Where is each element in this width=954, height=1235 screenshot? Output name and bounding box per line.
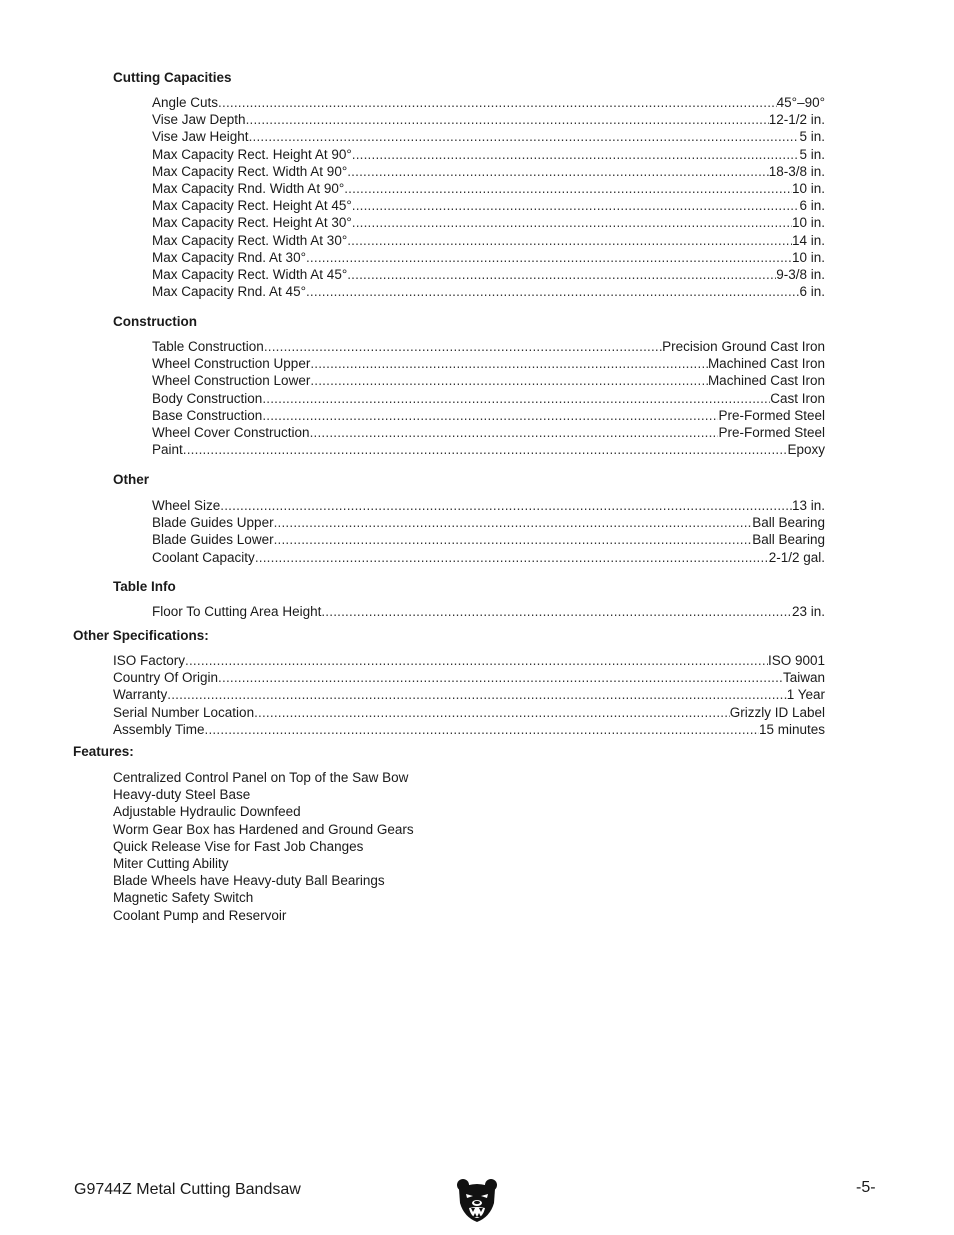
construction-list [152,338,825,458]
spec-row [113,704,825,721]
dot-leader [321,603,792,620]
other-specifications-list [113,652,825,738]
spec-row [152,111,825,128]
spec-row [152,514,825,531]
dot-leader [218,94,777,111]
spec-label: Wheel Cover Construction [152,425,310,441]
spec-label: Angle Cuts [152,95,219,110]
dot-leader [347,232,792,249]
feature-item: Worm Gear Box has Hardened and Ground Gears [113,821,414,837]
spec-label: Wheel Size [152,498,221,513]
features-list [113,769,414,924]
spec-row [152,497,825,514]
spec-label: Vise Jaw Height [152,129,249,145]
spec-value: 12-1/2 in. [768,112,825,128]
dot-leader [220,497,792,514]
dot-leader [274,531,753,548]
spec-value: Pre-Formed Steel [718,407,825,423]
spec-label: Max Capacity Rect. Height At 30° [152,215,352,231]
spec-label: Assembly Time [113,721,205,737]
spec-label: Max Capacity Rnd. Width At 90° [152,181,345,197]
dot-leader [347,163,768,180]
spec-label: Max Capacity Rect. Width At 30° [152,232,348,248]
spec-value: 45°–90° [776,95,825,110]
spec-row [152,214,825,231]
spec-value: 2-1/2 gal. [768,549,825,565]
spec-value: 14 in. [791,232,825,248]
other-specifications-title: Other Specifications: [73,628,209,643]
footer-title: G9744Z Metal Cutting Bandsaw [74,1181,301,1198]
spec-row [152,531,825,548]
spec-label: Max Capacity Rect. Width At 45° [152,267,348,283]
dot-leader [310,424,719,441]
spec-value: 23 in. [791,604,825,619]
dot-leader [262,390,770,407]
spec-value: 18-3/8 in. [768,163,825,179]
spec-label: Max Capacity Rect. Height At 90° [152,146,352,162]
spec-value: Machined Cast Iron [707,373,825,389]
feature-item: Coolant Pump and Reservoir [113,907,287,923]
spec-value: Grizzly ID Label [729,704,825,720]
spec-label: Max Capacity Rect. Width At 90° [152,163,348,179]
spec-value: 10 in. [791,215,825,231]
page-number: -5- [856,1179,876,1196]
spec-label: Floor To Cutting Area Height [152,604,322,619]
spec-row [152,197,825,214]
dot-leader [205,721,759,738]
spec-label: Coolant Capacity [152,549,255,565]
dot-leader [310,372,708,389]
spec-row [152,163,825,180]
spec-row [113,652,825,669]
spec-value: 5 in. [799,129,825,145]
spec-row [152,424,825,441]
spec-row [152,128,825,145]
spec-row [152,441,825,458]
dot-leader [167,686,786,703]
spec-value: Machined Cast Iron [707,356,825,372]
spec-row [152,94,825,111]
table-info-list [152,603,825,620]
feature-item: Quick Release Vise for Fast Job Changes [113,838,364,854]
spec-label: Max Capacity Rnd. At 30° [152,249,306,265]
cutting-capacities-list [152,94,825,300]
spec-value: 1 Year [786,687,825,703]
spec-row [152,249,825,266]
spec-label: Country Of Origin [113,670,219,686]
spec-row [152,180,825,197]
construction-title: Construction [113,314,197,329]
spec-label: Paint [152,442,183,458]
spec-value: Epoxy [787,442,825,458]
dot-leader [246,111,769,128]
spec-label: Table Construction [152,339,264,354]
spec-label: Max Capacity Rect. Height At 45° [152,198,352,214]
spec-row [152,603,825,620]
spec-label: Blade Guides Upper [152,515,274,531]
dot-leader [347,266,776,283]
spec-value: 6 in. [799,284,825,300]
dot-leader [352,197,800,214]
feature-item: Magnetic Safety Switch [113,890,254,906]
spec-row [152,266,825,283]
feature-item: Blade Wheels have Heavy-duty Ball Bearings [113,873,385,889]
spec-value: 5 in. [799,146,825,162]
dot-leader [183,441,788,458]
spec-label: ISO Factory [113,653,186,668]
spec-row [152,390,825,407]
feature-item: Heavy-duty Steel Base [113,787,251,803]
feature-item: Centralized Control Panel on Top of the Saw Bow [113,770,409,785]
dot-leader [306,283,799,300]
spec-row [113,669,825,686]
dot-leader [185,652,768,669]
spec-row [152,372,825,389]
dot-leader [262,407,718,424]
dot-leader [254,704,730,721]
spec-label: Vise Jaw Depth [152,112,246,128]
feature-item: Miter Cutting Ability [113,856,229,872]
feature-item: Adjustable Hydraulic Downfeed [113,804,301,820]
spec-label: Warranty [113,687,168,703]
spec-label: Max Capacity Rnd. At 45° [152,284,306,300]
features-title: Features: [73,744,134,759]
dot-leader [218,669,783,686]
spec-label: Serial Number Location [113,704,255,720]
spec-label: Wheel Construction Lower [152,373,311,389]
spec-row [152,283,825,300]
spec-row [152,355,825,372]
spec-row [152,549,825,566]
spec-label: Body Construction [152,390,263,406]
spec-value: 15 minutes [758,721,825,737]
spec-label: Wheel Construction Upper [152,356,311,372]
spec-row [152,146,825,163]
other-list [152,497,825,566]
spec-value: 10 in. [791,181,825,197]
spec-value: 9-3/8 in. [776,267,825,283]
spec-value: 6 in. [799,198,825,214]
other-title: Other [113,472,150,487]
dot-leader [352,146,800,163]
dot-leader [249,128,800,145]
cutting-capacities-title: Cutting Capacities [113,70,232,85]
spec-value: Pre-Formed Steel [718,425,825,441]
dot-leader [310,355,708,372]
grizzly-bear-logo-icon [456,1177,498,1223]
spec-row [152,407,825,424]
dot-leader [255,549,769,566]
spec-value: 13 in. [791,498,825,513]
spec-value: Ball Bearing [752,532,825,548]
spec-value: 10 in. [791,249,825,265]
dot-leader [352,214,792,231]
dot-leader [264,338,662,355]
spec-row [152,338,825,355]
dot-leader [306,249,792,266]
spec-value: Taiwan [782,670,825,686]
spec-row [152,232,825,249]
spec-row [113,686,825,703]
dot-leader [274,514,753,531]
spec-label: Base Construction [152,407,263,423]
table-info-title: Table Info [113,579,176,594]
dot-leader [344,180,792,197]
spec-row [113,721,825,738]
spec-value: Precision Ground Cast Iron [662,339,825,354]
spec-value: Cast Iron [770,390,825,406]
spec-value: ISO 9001 [767,653,825,668]
spec-label: Blade Guides Lower [152,532,274,548]
spec-value: Ball Bearing [752,515,825,531]
